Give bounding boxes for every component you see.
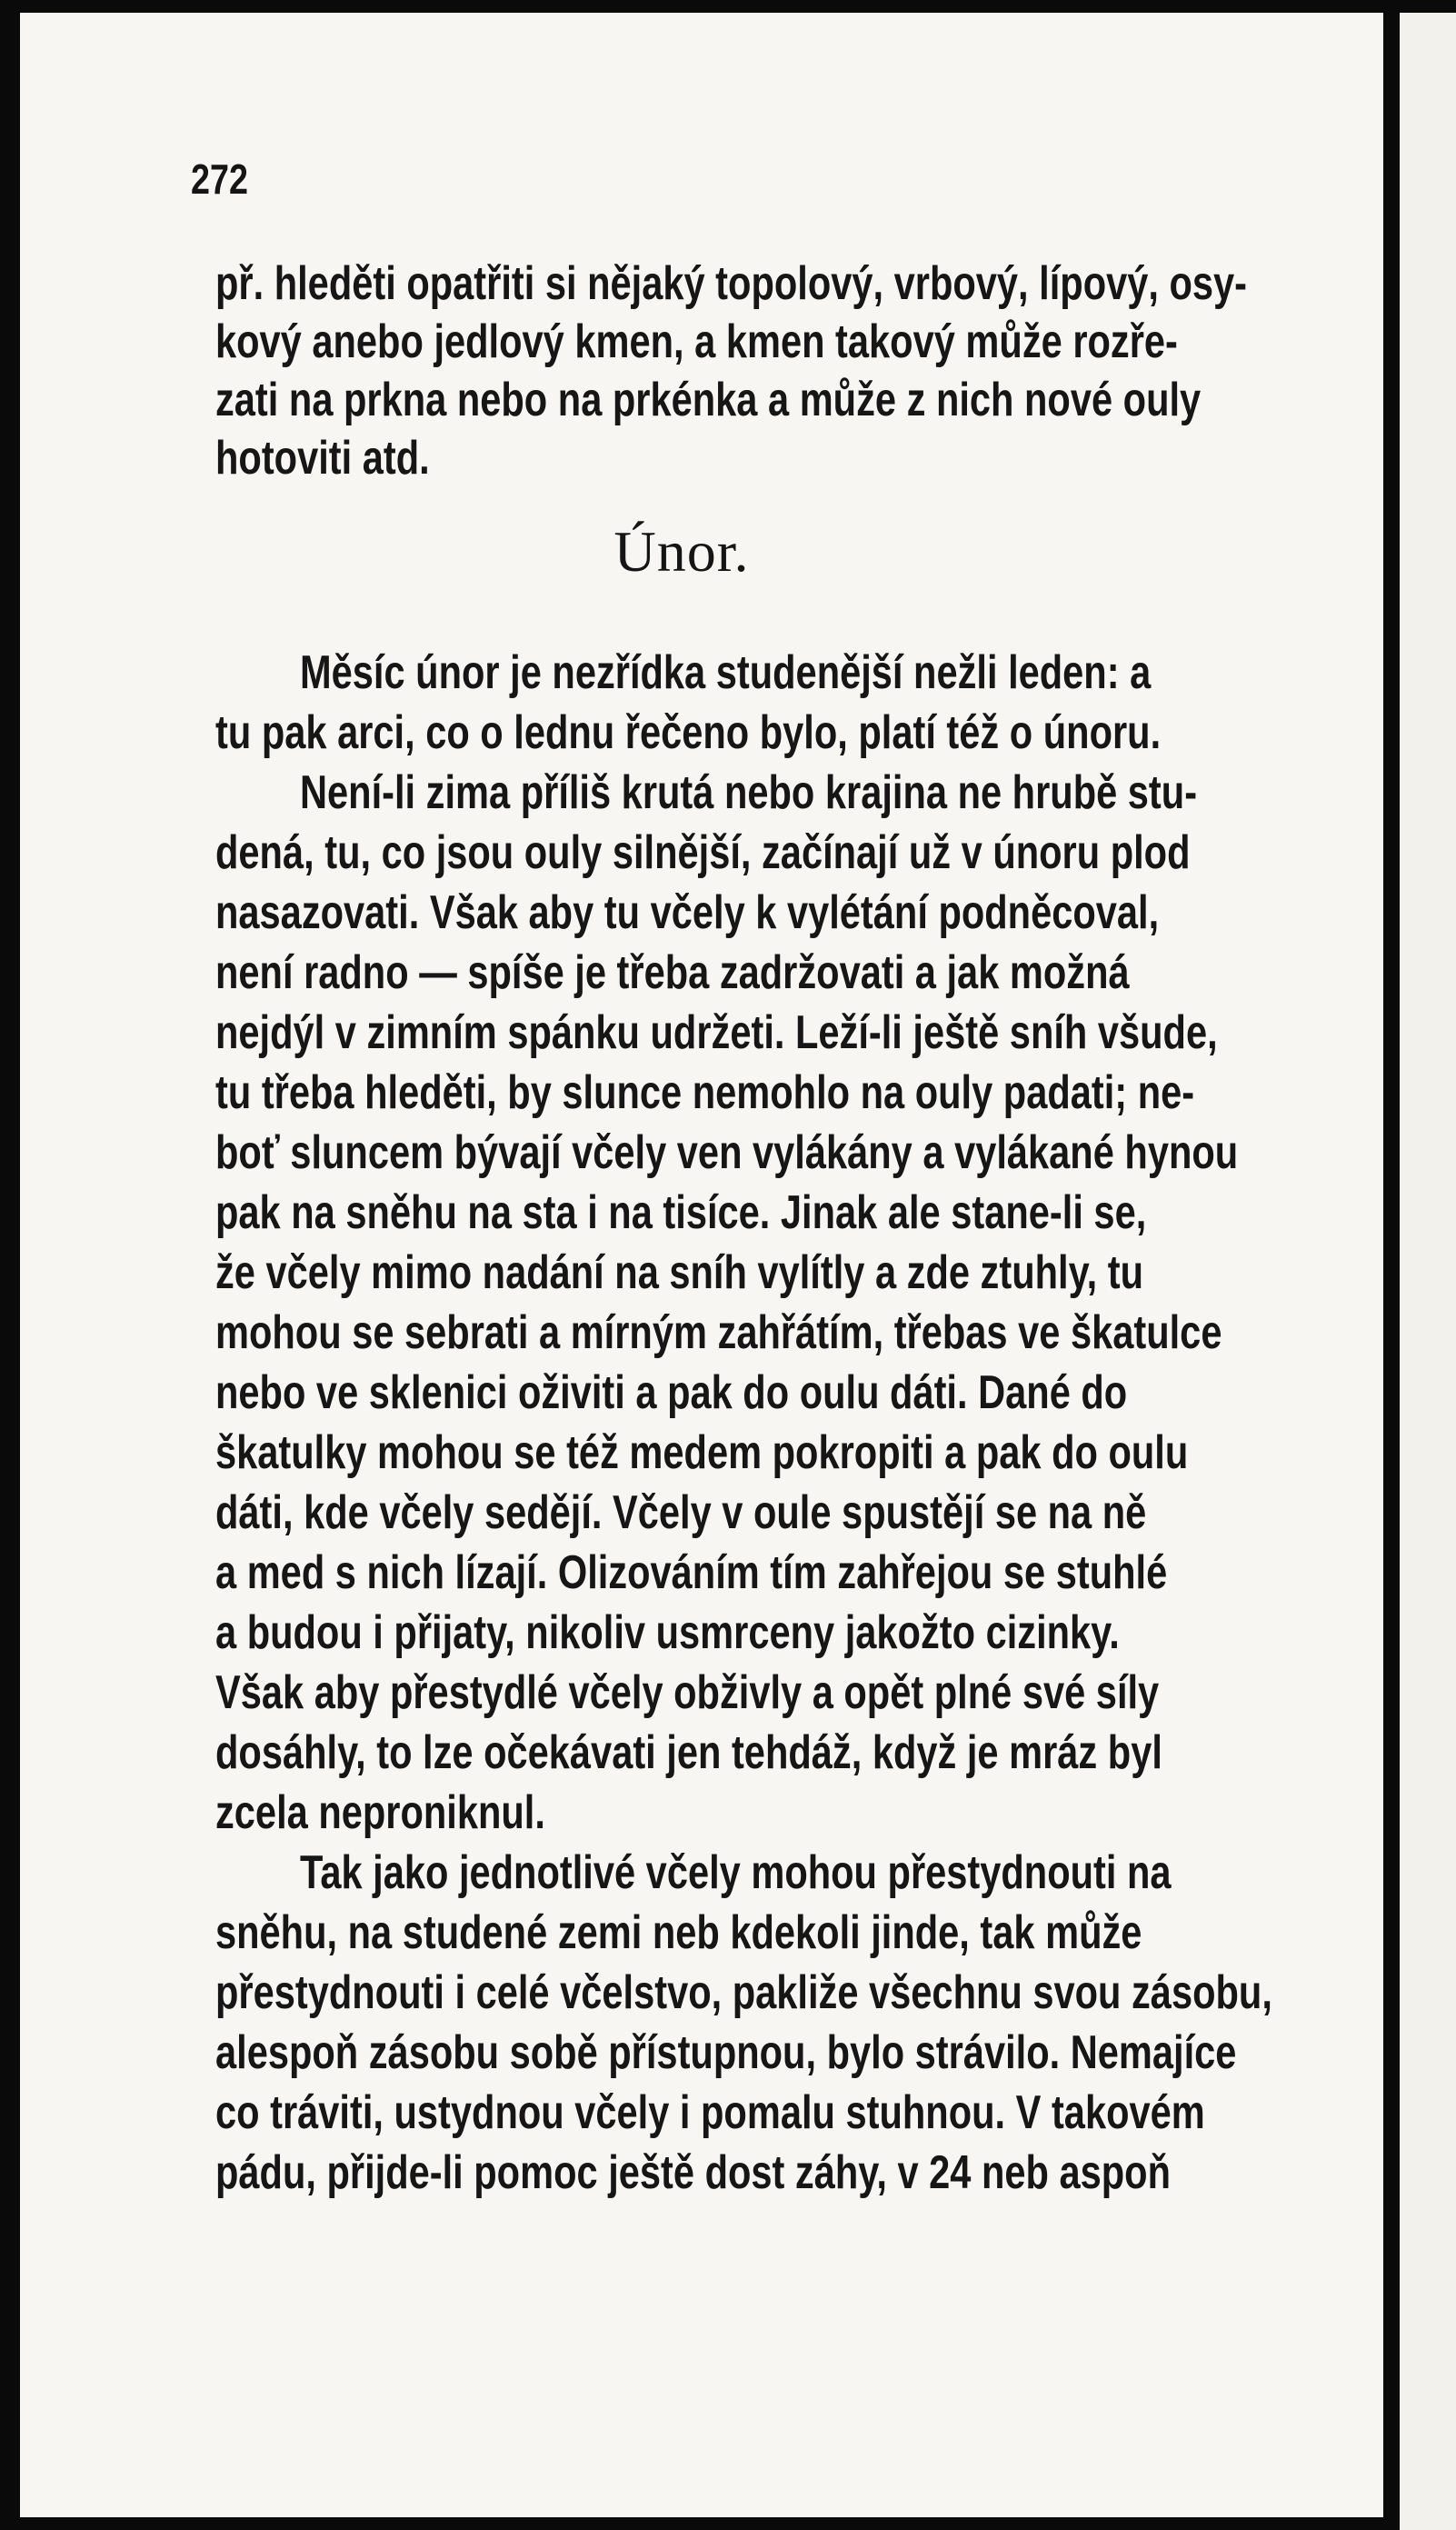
text-line: co tráviti, ustydnou včely i pomalu stuhnou. V takovém bbox=[215, 2086, 1205, 2139]
text-line: nasazovati. Však aby tu včely k vylétání podněcoval, bbox=[215, 886, 1160, 939]
text-line: nebo ve sklenici oživiti a pak do oulu dáti. Dané do bbox=[215, 1366, 1128, 1419]
text-line: není radno — spíše je třeba zadržovati a jak možná bbox=[215, 946, 1130, 999]
page-edge-shadow bbox=[1383, 13, 1400, 2530]
text-line: pak na sněhu na sta i na tisíce. Jinak ale stane-li se, bbox=[215, 1186, 1147, 1239]
text-line: zcela neproniknul. bbox=[215, 1786, 545, 1839]
adjacent-page-strip bbox=[1400, 13, 1456, 2530]
text-line: že včely mimo nadání na sníh vylítly a zde ztuhly, tu bbox=[215, 1246, 1144, 1299]
text-line: zati na prkna nebo na prkénka a může z nich nové ouly bbox=[215, 374, 1202, 426]
text-line: sněhu, na studené zemi neb kdekoli jinde, tak může bbox=[215, 1906, 1142, 1959]
text-line: Tak jako jednotlivé včely mohou přestydnouti na bbox=[300, 1846, 1172, 1899]
text-line: tu třeba hleděti, by slunce nemohlo na ouly padati; ne- bbox=[215, 1066, 1195, 1119]
text-line: a budou i přijaty, nikoliv usmrceny jakožto cizinky. bbox=[215, 1606, 1120, 1659]
text-line: pádu, přijde-li pomoc ještě dost záhy, v 24 neb aspoň bbox=[215, 2146, 1171, 2199]
text-line: boť sluncem bývají včely ven vylákány a vylákané hynou bbox=[215, 1126, 1239, 1179]
text-line: přestydnouti i celé včelstvo, pakliže všechnu svou zásobu, bbox=[215, 1966, 1272, 2019]
page-number: 272 bbox=[191, 155, 248, 203]
text-line: dosáhly, to lze očekávati jen tehdáž, když je mráz byl bbox=[215, 1726, 1162, 1779]
text-line: nejdýl v zimním spánku udržeti. Leží-li ještě sníh všude, bbox=[215, 1006, 1218, 1059]
text-line: Není-li zima příliš krutá nebo krajina ne hrubě stu- bbox=[300, 766, 1198, 819]
text-line: a med s nich lízají. Olizováním tím zahřejou se stuhlé bbox=[215, 1546, 1168, 1599]
text-line: dáti, kde včely sedějí. Včely v oule spustějí se na ně bbox=[215, 1486, 1147, 1539]
text-line: alespoň zásobu sobě přístupnou, bylo strávilo. Nemajíce bbox=[215, 2026, 1237, 2079]
section-heading: Únor. bbox=[613, 519, 750, 584]
text-line: hotoviti atd. bbox=[215, 432, 430, 485]
text-line: dená, tu, co jsou ouly silnější, začínají už v únoru plod bbox=[215, 826, 1191, 879]
text-line: Však aby přestydlé včely obživly a opět plné své síly bbox=[215, 1666, 1160, 1719]
text-line: škatulky mohou se též medem pokropiti a pak do oulu bbox=[215, 1426, 1189, 1479]
text-line: př. hleděti opatřiti si nějaký topolový, vrbový, lípový, osy- bbox=[215, 257, 1248, 310]
text-line: mohou se sebrati a mírným zahřátím, třebas ve škatulce bbox=[215, 1306, 1222, 1359]
text-line: kový anebo jedlový kmen, a kmen takový může rozře- bbox=[215, 315, 1178, 368]
text-line: tu pak arci, co o lednu řečeno bylo, platí též o únoru. bbox=[215, 706, 1162, 759]
text-line: Měsíc únor je nezřídka studenější nežli leden: a bbox=[300, 646, 1152, 699]
